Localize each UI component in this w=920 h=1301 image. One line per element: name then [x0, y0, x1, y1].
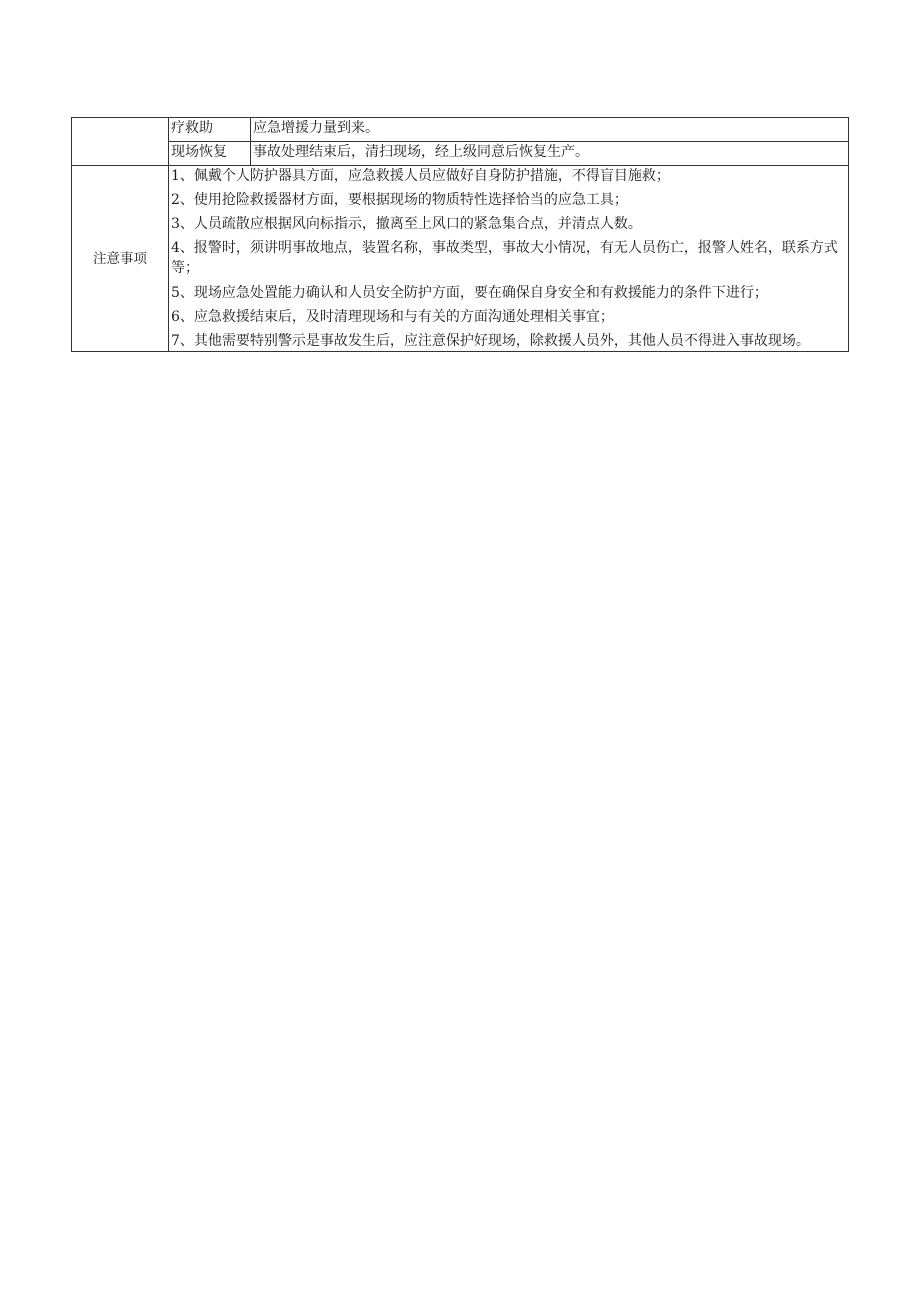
note-item: 7、其他需要特别警示是事故发生后，应注意保护好现场，除救援人员外，其他人员不得进入事故现场。: [171, 333, 810, 349]
table-row: [72, 142, 849, 166]
step-name-cell: 现场恢复: [169, 142, 251, 166]
note-item: 4、报警时，须讲明事故地点，装置名称，事故类型，事故大小情况，有无人员伤亡，报警人姓名，联系方式等；: [171, 240, 838, 276]
empty-category-cell: [72, 118, 169, 166]
notes-label: 注意事项: [72, 166, 169, 352]
table-row: [72, 118, 849, 142]
note-item: 6、应急救援结束后，及时清理现场和与有关的方面沟通处理相关事宜；: [171, 309, 614, 325]
step-name-cell: 疗救助: [169, 118, 251, 142]
step-content-cell: 事故处理结束后，清扫现场，经上级同意后恢复生产。: [251, 142, 849, 166]
note-item: 1、佩戴个人防护器具方面，应急救援人员应做好自身防护措施，不得盲目施救；: [171, 168, 670, 184]
step-content-cell: 应急增援力量到来。: [251, 118, 849, 142]
notes-row: [72, 166, 849, 352]
note-item: 3、人员疏散应根据风向标指示，撤离至上风口的紧急集合点，并清点人数。: [171, 216, 642, 232]
notes-content: [169, 166, 849, 352]
note-item: 5、现场应急处置能力确认和人员安全防护方面，要在确保自身安全和有救援能力的条件下进行；: [171, 285, 768, 301]
note-item: 2、使用抢险救援器材方面，要根据现场的物质特性选择恰当的应急工具；: [171, 192, 628, 208]
emergency-procedure-table: [71, 117, 849, 352]
